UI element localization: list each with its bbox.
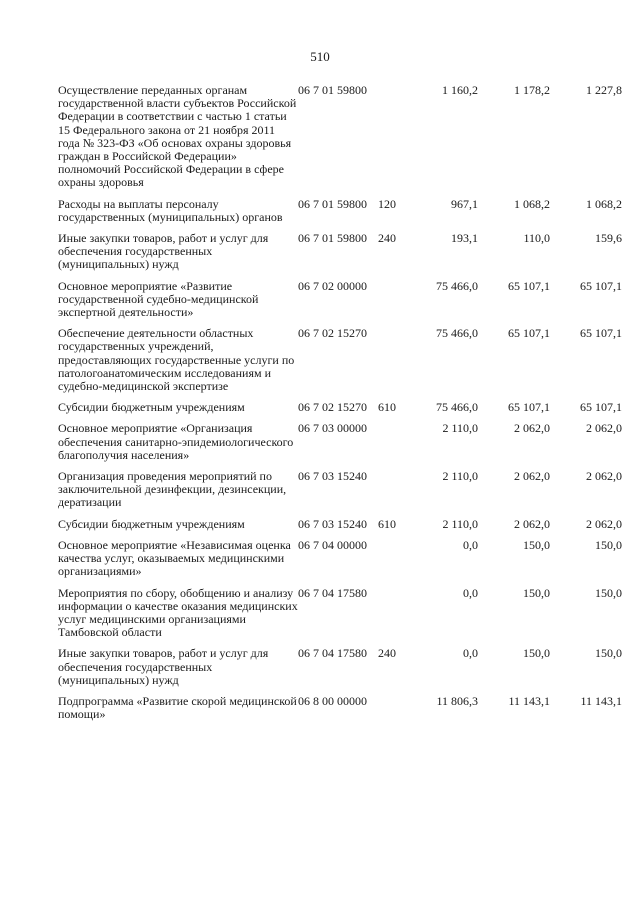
row-value-year2: 1 068,2 (514, 196, 550, 211)
row-expense-type: 240 (378, 231, 396, 246)
row-code: 06 7 02 15270 (298, 400, 367, 415)
table-row (58, 422, 622, 470)
row-expense-type: 240 (378, 646, 396, 661)
row-name: Осуществление переданных органам государственной власти субъектов Российской Федерации в соответствии с частью 1 статьи 15 Федерального закона от 21 ноября 2011 года № 323-ФЗ «Об основах охраны здоровья граждан в Российской Федерации» полномочий Российской Федерации в сфере охраны здоровья (58, 83, 297, 190)
row-code: 06 7 03 15240 (298, 516, 367, 531)
row-code: 06 7 02 00000 (298, 278, 367, 293)
row-expense-type (378, 422, 406, 470)
row-code: 06 7 03 00000 (298, 421, 367, 436)
row-value-year3: 150,0 (595, 585, 622, 600)
table-row (58, 232, 622, 280)
row-name: Субсидии бюджетным учреждениям (58, 516, 245, 531)
table-row (58, 587, 622, 648)
row-name: Организация проведения мероприятий по заключительной дезинфекции, дезинсекции, дератизации (58, 469, 287, 510)
row-value-year2: 2 062,0 (514, 421, 550, 436)
row-code: 06 7 01 59800 (298, 231, 367, 246)
row-value-year1: 0,0 (463, 537, 478, 552)
row-value-year1: 193,1 (451, 231, 478, 246)
row-value-year2: 150,0 (523, 646, 550, 661)
row-value-year2: 65 107,1 (508, 326, 550, 341)
row-expense-type: 610 (378, 516, 396, 531)
row-code: 06 7 01 59800 (298, 83, 367, 97)
row-name: Расходы на выплаты персоналу государственных (муниципальных) органов (58, 196, 283, 224)
row-value-year1: 1 160,2 (442, 83, 478, 97)
row-value-year3: 2 062,0 (586, 469, 622, 484)
row-value-year2: 1 178,2 (514, 83, 550, 97)
row-value-year1: 75 466,0 (436, 400, 478, 415)
row-expense-type (378, 327, 406, 401)
table-row (58, 647, 622, 695)
row-expense-type (378, 587, 406, 648)
row-value-year1: 75 466,0 (436, 278, 478, 293)
row-value-year3: 65 107,1 (580, 400, 622, 415)
row-expense-type (378, 695, 406, 729)
row-value-year2: 65 107,1 (508, 400, 550, 415)
budget-table (58, 84, 622, 729)
row-code: 06 7 04 17580 (298, 646, 367, 661)
table-row (58, 695, 622, 729)
row-expense-type (378, 470, 406, 518)
row-value-year2: 2 062,0 (514, 469, 550, 484)
row-value-year3: 150,0 (595, 537, 622, 552)
table-row (58, 84, 622, 198)
row-expense-type: 120 (378, 196, 396, 211)
row-code: 06 7 01 59800 (298, 196, 367, 211)
row-value-year2: 11 143,1 (508, 693, 550, 708)
row-code: 06 8 00 00000 (298, 693, 367, 708)
table-row (58, 327, 622, 401)
row-value-year1: 0,0 (463, 646, 478, 661)
row-code: 06 7 03 15240 (298, 469, 367, 484)
row-value-year2: 150,0 (523, 537, 550, 552)
row-code: 06 7 02 15270 (298, 326, 367, 341)
row-name: Основное мероприятие «Развитие государственной судебно-медицинской экспертной деятельности» (58, 278, 259, 320)
row-name: Подпрограмма «Развитие скорой медицинской помощи» (58, 693, 297, 722)
row-name: Субсидии бюджетным учреждениям (58, 400, 245, 415)
row-value-year2: 2 062,0 (514, 516, 550, 531)
table-row (58, 401, 622, 422)
row-name: Основное мероприятие «Организация обеспечения санитарно-эпидемиологического благополучия населения» (58, 421, 294, 462)
row-value-year1: 2 110,0 (442, 421, 478, 436)
table-row (58, 280, 622, 328)
row-value-year1: 2 110,0 (442, 469, 478, 484)
row-value-year1: 2 110,0 (442, 516, 478, 531)
table-row (58, 518, 622, 539)
row-expense-type (378, 280, 406, 328)
table-row (58, 539, 622, 587)
row-name: Иные закупки товаров, работ и услуг для обеспечения государственных (муниципальных) нужд (58, 646, 269, 687)
table-row (58, 198, 622, 232)
row-value-year3: 2 062,0 (586, 421, 622, 436)
row-value-year2: 65 107,1 (508, 278, 550, 293)
row-expense-type (378, 539, 406, 587)
row-value-year2: 150,0 (523, 585, 550, 600)
row-value-year2: 110,0 (523, 231, 550, 246)
row-value-year3: 1 068,2 (586, 196, 622, 211)
budget-table-body (58, 84, 622, 729)
row-value-year3: 150,0 (595, 646, 622, 661)
row-value-year3: 1 227,8 (586, 83, 622, 97)
row-name: Основное мероприятие «Независимая оценка качества услуг, оказываемых медицинскими организациями» (58, 537, 291, 579)
row-expense-type: 610 (378, 400, 396, 415)
row-value-year3: 65 107,1 (580, 326, 622, 341)
row-expense-type (378, 84, 406, 198)
row-value-year1: 967,1 (451, 196, 478, 211)
page-number: 510 (310, 49, 330, 64)
table-row (58, 470, 622, 518)
row-code: 06 7 04 17580 (298, 585, 367, 600)
row-value-year1: 0,0 (463, 585, 478, 600)
row-name: Иные закупки товаров, работ и услуг для обеспечения государственных (муниципальных) нужд (58, 231, 269, 272)
row-value-year1: 75 466,0 (436, 326, 478, 341)
row-value-year1: 11 806,3 (436, 693, 478, 708)
row-value-year3: 65 107,1 (580, 278, 622, 293)
row-value-year3: 2 062,0 (586, 516, 622, 531)
row-value-year3: 11 143,1 (580, 693, 622, 708)
row-value-year3: 159,6 (595, 231, 622, 246)
row-code: 06 7 04 00000 (298, 537, 367, 552)
row-name: Мероприятия по сбору, обобщению и анализу информации о качестве оказания медицинских услуг медицинскими организациями Тамбовской области (58, 585, 298, 640)
row-name: Обеспечение деятельности областных государственных учреждений, предоставляющих государственные услуги по патологоанатомическим исследованиям и судебно-медицинской экспертизе (58, 326, 295, 394)
